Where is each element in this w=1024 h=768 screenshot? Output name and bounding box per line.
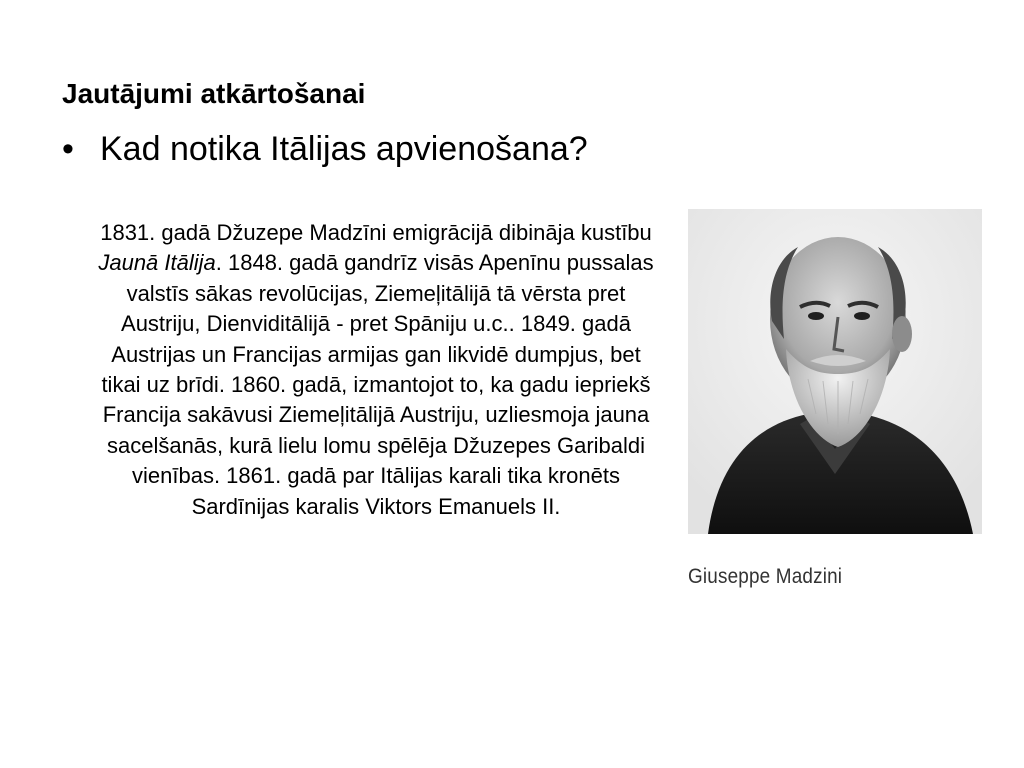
slide-heading: Jautājumi atkārtošanai: [62, 78, 366, 109]
answer-italic-term: Jaunā Itālija: [98, 250, 216, 276]
bullet-question: [62, 130, 588, 169]
portrait-caption: Giuseppe Madzini: [688, 565, 843, 588]
portrait-image: [688, 209, 982, 534]
bullet-marker: •: [62, 130, 74, 168]
question-text: Kad notika Itālijas apvienošana?: [100, 130, 588, 168]
answer-paragraph: [98, 218, 654, 522]
answer-text-part: . 1848. gadā gandrīz visās Apenīnu pussalas valstīs sākas revolūcijas, Ziemeļitālijā tā vērsta pret Austriju, Dienviditālijā - pret Spāniju u.c.. 1849. gadā Austrijas un Francijas armijas gan likvidē dumpjus, bet tikai uz brīdi. 1860. gadā, izmantojot to, ka gadu iepriekš Francija sakāvusi Ziemeļitālijā Austriju, uzliesmoja jauna sacelšanās, kurā lielu lomu spēlēja Džuzepes Garibaldi vienības. 1861. gadā par Itālijas karali tika kronēts Sardīnijas karalis Viktors Emanuels II.: [101, 250, 654, 519]
portrait-engraving: [688, 209, 982, 534]
answer-text-part: 1831. gadā Džuzepe Madzīni emigrācijā dibināja kustību: [100, 220, 652, 245]
